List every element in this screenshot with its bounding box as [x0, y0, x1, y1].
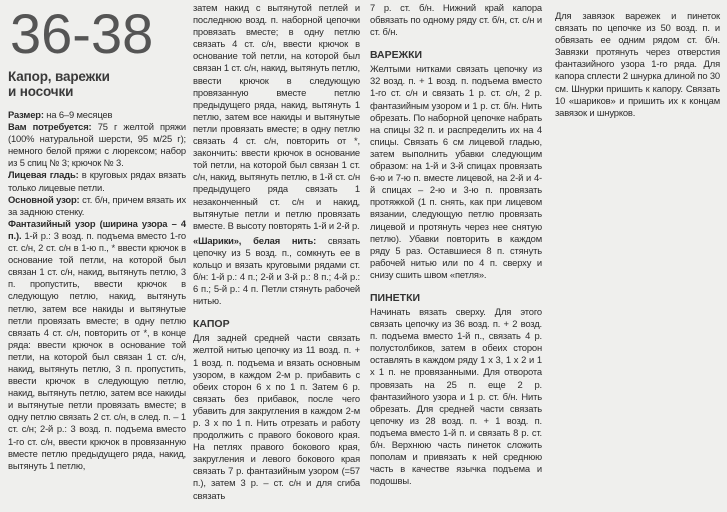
- ties-paragraph: Для завязок варежек и пинеток связать по цепочке из 50 возд. п. и обвязать ее одним рядом ст. б/н. Завязки протянуть через отверстия фантазийного узора 1-го ряда. Для капора сплести 2 шнурка длиной по 30 см. Шнурки пришить к капору. Связать 10 «шариков» и пришить их к концам завязок и шнурков.: [555, 10, 720, 118]
- column-3: [370, 2, 542, 487]
- main-pattern-paragraph: Основной узор: ст. б/н, причем вязать их за заднюю стенку.: [8, 193, 186, 217]
- fancy-pattern-paragraph: Фантазийный узор (ширина узора – 4 п.). 1-й р.: 3 возд. п. подъема вместо 1-го ст. с/н, 2 ст. с/н в 1-ю п., * ввести крючок в основание той петли, на которой был связан 1 ст. с/н, накид, вытянуть петлю, 3 п. пропустить, ввести крючок в следующую петлю, накид, вытянуть петлю, затем все накиды и вытянутые петли провязать вместе; в одну петлю связать 4 ст. с/н, повторить от *, в конце ряда: ввести крючок в основание той петли, на которой был связан 1 ст. с/н, накид, вытянуть петлю, 3 п. пропустить, ввести крючок в следующую петлю, накид, вытянуть петлю, затем все накиды и вытянутые петли провязать вместе; в одну петлю связать 2 ст. с/н, в след. п. – 1 ст. с/н; 2-й р.: 3 возд. п. подъема вместо 1-го ст. с/н, ввести крючок в провязанную вместе петлю предыдущего ряда, накид, вытянуть 1 петлю,: [8, 217, 186, 471]
- mittens-heading: ВАРЕЖКИ: [370, 49, 423, 62]
- hood-paragraph: Для задней средней части связать желтой нитью цепочку из 11 возд. п. + 1 возд. п. подъема и вязать основным узором, в каждом 2-м р. прибавить с обеих сторон 6 х по 1 п. Затем 6 р. связать без прибавок, после чего убавить для закругления в каждом 2-м р. 3 х по 1 п. Нить отрезать и работу продолжить с правого бокового края. На петлях правого бокового края, закругления и левого бокового края связать 7 р. фантазийным узором (=57 п.), затем 3 р. – ст. с/н и для сгиба связать: [193, 332, 360, 501]
- stockinette-paragraph: Лицевая гладь: в круговых рядах вязать только лицевые петли.: [8, 169, 186, 193]
- article-subtitle: Капор, варежки и носочки: [8, 69, 110, 99]
- column-4: [555, 10, 720, 119]
- column-2: [193, 2, 360, 502]
- booties-heading: ПИНЕТКИ: [370, 291, 421, 304]
- hood-continued: 7 р. ст. б/н. Нижний край капора обвязать по одному ряду ст. б/н, ст. с/н и ст. б/н.: [370, 2, 542, 38]
- size-paragraph: Размер: на 6–9 месяцев: [8, 109, 113, 120]
- fancy-pattern-continued: затем накид с вытянутой петлей и последнюю возд. п. наборной цепочки провязать вместе; в одну петлю связать 4 ст. с/н, ввести крючок в основание той петли, на которой был связан 1 ст. с/н, накид, вытянуть петлю, ввести крючок в следующую провязанную вместе петлю предыдущего ряда, накид, вытянуть 1 петлю, затем все накиды и вытянутые петли провязать вместе; в одну петлю связать 4 ст. с/н, повторить от *, закончить: ввести крючок в основание той петли, на которой был связан 1 ст. с/н, накид, вытянуть петлю, в 1-й ст. с/н предыдущего ряда связать 1 незаконченный ст. с/н и накид, вытянутые петли и петлю провязать вместе. В высоту повторять 1-й и 2-й р.: [193, 2, 360, 231]
- page-title: 36-38: [10, 2, 154, 65]
- booties-paragraph: Начинать вязать сверху. Для этого связать цепочку из 36 возд. п. + 2 возд. п. подъема вместо 1-й п., связать 4 р. полустолбиков, затем в обеих сторон оставлять в каждом ряду 1 х 3, 1 х 2 и 1 х 1 п. не провязанными. Для отворота провязать на 25 п. еще 2 р. фантазийного узора и 1 р. ст. б/н. Нить обрезать. Для средней части связать цепочку из 28 возд. п. + 1 возд. п. подъема вместо 1-й п. и связать 8 р. ст. б/н. Верхнюю часть пинеток сложить пополам и привязать к ней среднюю часть в качестве язычка подъема и подошвы.: [370, 305, 542, 487]
- mittens-paragraph: Желтыми нитками связать цепочку из 32 возд. п. + 1 возд. п. подъема вместо 1-го ст. с/н и связать 1 р. ст. с/н, 2 р. фантазийным узором и 1 р. ст. б/н. Нить обрезать. По наборной цепочке набрать на спицы 32 п. и распределить их на 4 спицы. Связать 6 см лицевой гладью, затем выполнить убавки следующим образом: на 1-й и 3-й спицах провязать 6-ю и 7-ю п. вместе лицевой, на 2-й и 4-й спицах – 2-ю и 3-ю п. провязать протяжкой (1 п. снять, как при лицевом вязании, следующую петлю провязать лицевой и протянуть через нее снятую петлю). Убавки повторить в каждом ряду 5 раз. Оставшиеся 8 п. стянуть рабочей нитью или по 4 п. сверху и снизу сшить швом «петля».: [370, 63, 542, 280]
- column-1: [8, 0, 186, 472]
- balls-paragraph: «Шарики», белая нить: связать цепочку из 5 возд. п., сомкнуть ее в кольцо и вязать круговыми рядами ст. б/н: 1-й р.: 4 п.; 2-й и 3-й р.: 8 п.; 4-й р.: 6 п.; 5-й р.: 4 п. Петли стянуть рабочей нитью.: [193, 234, 361, 307]
- materials-paragraph: Вам потребуется: 75 г желтой пряжи (100% натуральной шерсти, 95 м/25 г); немного белой пряжи с люрексом; набор из 5 спиц № 3; крючок № 3.: [8, 121, 187, 169]
- hood-heading: КАПОР: [193, 318, 230, 331]
